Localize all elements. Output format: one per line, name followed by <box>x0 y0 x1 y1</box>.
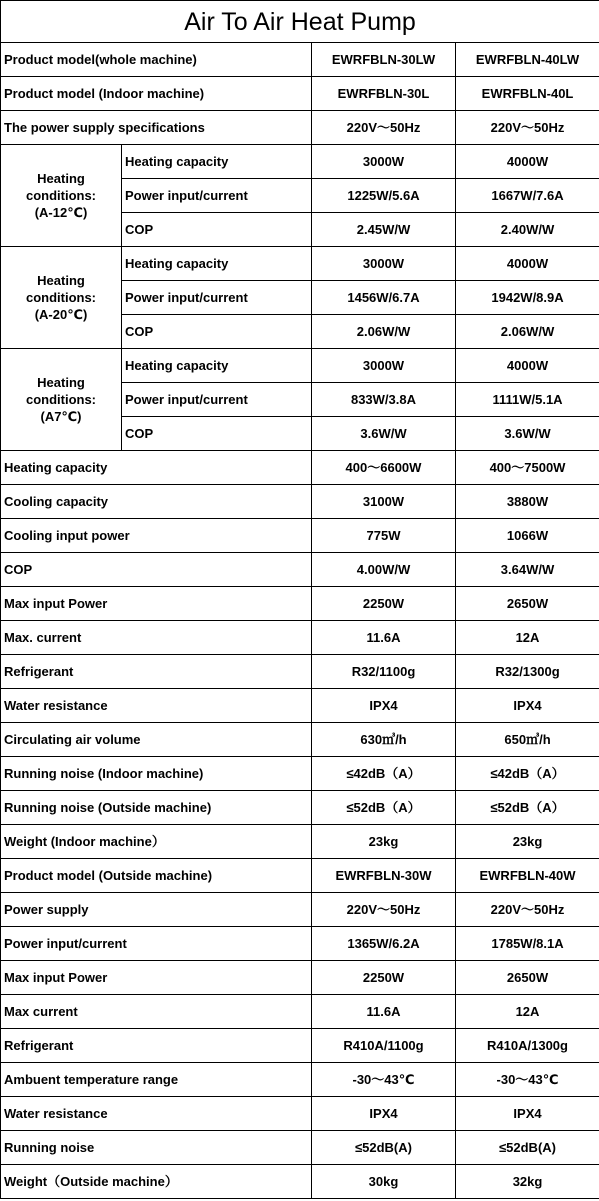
row-sublabel: Heating capacity <box>122 247 312 281</box>
value-model-30: R410A/1100g <box>312 1029 456 1063</box>
row-label: Weight (Indoor machine） <box>1 825 312 859</box>
row-label: Max input Power <box>1 961 312 995</box>
value-model-40: EWRFBLN-40LW <box>456 43 599 77</box>
row-label: Ambuent temperature range <box>1 1063 312 1097</box>
row-label: Heating capacity <box>1 451 312 485</box>
value-model-30: 220V～50Hz <box>312 893 456 927</box>
value-model-40: -30～43℃ <box>456 1063 599 1097</box>
table-row <box>1 791 599 825</box>
table-row <box>1 247 599 281</box>
value-model-30: EWRFBLN-30LW <box>312 43 456 77</box>
value-model-30: IPX4 <box>312 1097 456 1131</box>
row-label: Product model (Indoor machine) <box>1 77 312 111</box>
row-label: The power supply specifications <box>1 111 312 145</box>
row-sublabel: COP <box>122 315 312 349</box>
value-model-30: 3000W <box>312 247 456 281</box>
table-row <box>1 621 599 655</box>
table-row <box>1 111 599 145</box>
value-model-40: 12A <box>456 621 599 655</box>
table-row <box>1 757 599 791</box>
title-row <box>1 1 599 43</box>
value-model-40: 4000W <box>456 145 599 179</box>
table-row <box>1 927 599 961</box>
value-model-30: 3.6W/W <box>312 417 456 451</box>
value-model-40: EWRFBLN-40L <box>456 77 599 111</box>
value-model-40: ≤52dB（A） <box>456 791 599 825</box>
value-model-40: 3.64W/W <box>456 553 599 587</box>
table-row <box>1 553 599 587</box>
value-model-40: 2650W <box>456 587 599 621</box>
table-row <box>1 349 599 383</box>
table-row <box>1 1063 599 1097</box>
value-model-40: 1667W/7.6A <box>456 179 599 213</box>
table-row <box>1 1131 599 1165</box>
value-model-30: 30kg <box>312 1165 456 1199</box>
group-label-line: conditions: <box>25 392 97 407</box>
table-row <box>1 43 599 77</box>
value-model-30: 220V～50Hz <box>312 111 456 145</box>
value-model-40: IPX4 <box>456 1097 599 1131</box>
value-model-40: 2.06W/W <box>456 315 599 349</box>
value-model-30: 630㎥/h <box>312 723 456 757</box>
row-sublabel: Heating capacity <box>122 145 312 179</box>
table-row <box>1 485 599 519</box>
group-label-line: (A-20℃) <box>34 307 88 322</box>
table-row <box>1 859 599 893</box>
value-model-40: 3.6W/W <box>456 417 599 451</box>
spec-table-body <box>1 1 599 1199</box>
value-model-40: ≤42dB（A） <box>456 757 599 791</box>
value-model-30: EWRFBLN-30W <box>312 859 456 893</box>
group-label-line: conditions: <box>25 290 97 305</box>
value-model-40: 220V～50Hz <box>456 111 599 145</box>
value-model-30: 3100W <box>312 485 456 519</box>
group-label-line: (A-12℃) <box>34 205 88 220</box>
value-model-30: 2.06W/W <box>312 315 456 349</box>
value-model-40: 1785W/8.1A <box>456 927 599 961</box>
table-row <box>1 655 599 689</box>
group-label-line: (A7℃) <box>40 409 82 424</box>
value-model-40: 32kg <box>456 1165 599 1199</box>
table-row <box>1 1165 599 1199</box>
value-model-30: 2.45W/W <box>312 213 456 247</box>
value-model-30: ≤52dB(A) <box>312 1131 456 1165</box>
table-row <box>1 145 599 179</box>
value-model-30: 833W/3.8A <box>312 383 456 417</box>
table-row <box>1 995 599 1029</box>
value-model-30: 11.6A <box>312 995 456 1029</box>
row-label: Cooling input power <box>1 519 312 553</box>
value-model-40: R32/1300g <box>456 655 599 689</box>
value-model-40: 4000W <box>456 349 599 383</box>
value-model-30: -30～43℃ <box>312 1063 456 1097</box>
value-model-30: 1456W/6.7A <box>312 281 456 315</box>
table-row <box>1 961 599 995</box>
value-model-30: EWRFBLN-30L <box>312 77 456 111</box>
value-model-30: 2250W <box>312 587 456 621</box>
group-label-line: Heating <box>37 171 85 186</box>
value-model-30: 1225W/5.6A <box>312 179 456 213</box>
group-label-line: conditions: <box>25 188 97 203</box>
value-model-30: 2250W <box>312 961 456 995</box>
row-sublabel: Power input/current <box>122 281 312 315</box>
value-model-40: 23kg <box>456 825 599 859</box>
value-model-40: IPX4 <box>456 689 599 723</box>
value-model-40: 3880W <box>456 485 599 519</box>
group-label-line: Heating <box>37 375 85 390</box>
table-row <box>1 825 599 859</box>
table-row <box>1 77 599 111</box>
row-label: Water resistance <box>1 689 312 723</box>
value-model-30: 775W <box>312 519 456 553</box>
row-label: Water resistance <box>1 1097 312 1131</box>
row-label: Cooling capacity <box>1 485 312 519</box>
group-label-line: Heating <box>37 273 85 288</box>
value-model-30: 23kg <box>312 825 456 859</box>
value-model-30: ≤42dB（A） <box>312 757 456 791</box>
value-model-40: 2650W <box>456 961 599 995</box>
value-model-40: R410A/1300g <box>456 1029 599 1063</box>
value-model-40: EWRFBLN-40W <box>456 859 599 893</box>
value-model-40: 650㎥/h <box>456 723 599 757</box>
group-label <box>1 145 122 247</box>
row-label: Running noise <box>1 1131 312 1165</box>
row-sublabel: Power input/current <box>122 383 312 417</box>
value-model-30: 3000W <box>312 349 456 383</box>
value-model-30: 400～6600W <box>312 451 456 485</box>
row-label: Circulating air volume <box>1 723 312 757</box>
table-row <box>1 689 599 723</box>
table-row <box>1 723 599 757</box>
row-label: Weight（Outside machine） <box>1 1165 312 1199</box>
table-row <box>1 519 599 553</box>
value-model-40: ≤52dB(A) <box>456 1131 599 1165</box>
value-model-40: 4000W <box>456 247 599 281</box>
value-model-40: 2.40W/W <box>456 213 599 247</box>
row-sublabel: COP <box>122 417 312 451</box>
value-model-40: 1066W <box>456 519 599 553</box>
page-title: Air To Air Heat Pump <box>1 1 599 43</box>
group-label <box>1 349 122 451</box>
row-label: Max. current <box>1 621 312 655</box>
table-row <box>1 587 599 621</box>
value-model-30: 4.00W/W <box>312 553 456 587</box>
row-label: Refrigerant <box>1 1029 312 1063</box>
value-model-30: 3000W <box>312 145 456 179</box>
group-label <box>1 247 122 349</box>
value-model-30: 11.6A <box>312 621 456 655</box>
value-model-40: 1111W/5.1A <box>456 383 599 417</box>
value-model-40: 12A <box>456 995 599 1029</box>
row-label: Power supply <box>1 893 312 927</box>
value-model-30: ≤52dB（A） <box>312 791 456 825</box>
row-label: Max current <box>1 995 312 1029</box>
row-label: Refrigerant <box>1 655 312 689</box>
value-model-40: 400～7500W <box>456 451 599 485</box>
row-label: Running noise (Indoor machine) <box>1 757 312 791</box>
row-sublabel: Heating capacity <box>122 349 312 383</box>
row-label: Power input/current <box>1 927 312 961</box>
row-label: Max input Power <box>1 587 312 621</box>
row-label: COP <box>1 553 312 587</box>
table-row <box>1 451 599 485</box>
row-label: Product model(whole machine) <box>1 43 312 77</box>
row-sublabel: Power input/current <box>122 179 312 213</box>
row-sublabel: COP <box>122 213 312 247</box>
value-model-30: IPX4 <box>312 689 456 723</box>
value-model-30: 1365W/6.2A <box>312 927 456 961</box>
table-row <box>1 1097 599 1131</box>
value-model-40: 220V～50Hz <box>456 893 599 927</box>
value-model-30: R32/1100g <box>312 655 456 689</box>
table-row <box>1 893 599 927</box>
row-label: Running noise (Outside machine) <box>1 791 312 825</box>
value-model-40: 1942W/8.9A <box>456 281 599 315</box>
table-row <box>1 1029 599 1063</box>
row-label: Product model (Outside machine) <box>1 859 312 893</box>
